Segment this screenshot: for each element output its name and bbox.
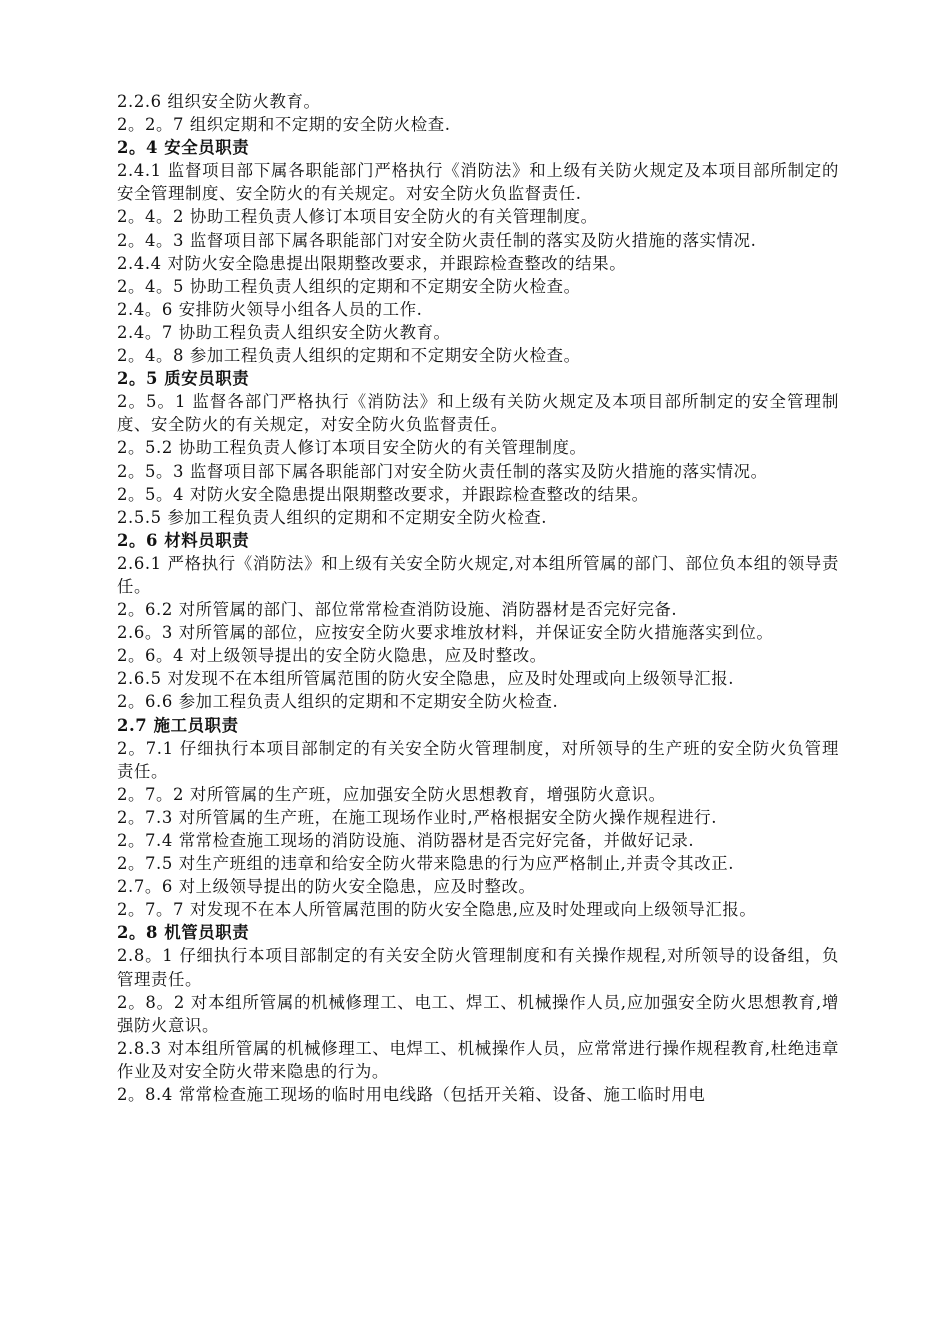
paragraph-2-8-1: 2.8。1 仔细执行本项目部制定的有关安全防火管理制度和有关操作规程,对所领导的设备组，负管理责任。 (117, 946, 839, 989)
paragraph-2-4-7: 2.4。7 协助工程负责人组织安全防火教育。 (117, 322, 451, 342)
paragraph-2-4-1: 2.4.1 监督项目部下属各职能部门严格执行《消防法》和上级有关防火规定及本项目部所制定的安全管理制度、安全防火的有关规定。对安全防火负监督责任. (117, 161, 839, 204)
paragraph-2-2-6: 2.2.6 组织安全防火教育。 (117, 92, 321, 111)
section-heading-2-6: 2。6 材料员职责 (117, 530, 250, 550)
paragraph-2-7-2: 2。7。2 对所管属的生产班，应加强安全防火思想教育，增强防火意识。 (117, 784, 666, 804)
document-body (117, 90, 839, 1106)
paragraph-2-2-7: 2。2。7 组织定期和不定期的安全防火检查. (117, 115, 451, 135)
section-heading-2-4: 2。4 安全员职责 (117, 138, 250, 158)
section-heading-2-7: 2.7 施工员职责 (117, 715, 239, 735)
paragraph-2-4-2: 2。4。2 协助工程负责人修订本项目安全防火的有关管理制度。 (117, 207, 598, 227)
paragraph-2-6-1: 2.6.1 严格执行《消防法》和上级有关安全防火规定,对本组所管属的部门、部位负本组的领导责任。 (117, 553, 839, 596)
paragraph-2-5-1: 2。5。1 监督各部门严格执行《消防法》和上级有关防火规定及本项目部所制定的安全管理制度、安全防火的有关规定，对安全防火负监督责任。 (117, 392, 839, 435)
paragraph-2-5-4: 2。5。4 对防火安全隐患提出限期整改要求，并跟踪检查整改的结果。 (117, 484, 649, 504)
paragraph-2-8-4: 2。8.4 常常检查施工现场的临时用电线路（包括开关箱、设备、施工临时用电 (117, 1085, 706, 1105)
paragraph-2-6-3: 2.6。3 对所管属的部位，应按安全防火要求堆放材料，并保证安全防火措施落实到位。 (117, 623, 774, 643)
section-heading-2-5: 2。5 质安员职责 (117, 369, 250, 389)
paragraph-2-5-3: 2。5。3 监督项目部下属各职能部门对安全防火责任制的落实及防火措施的落实情况。 (117, 461, 768, 481)
paragraph-2-7-6: 2.7。6 对上级领导提出的防火安全隐患，应及时整改。 (117, 877, 536, 897)
paragraph-2-8-3: 2.8.3 对本组所管属的机械修理工、电焊工、机械操作人员，应常常进行操作规程教育,杜绝违章作业及对安全防火带来隐患的行为。 (117, 1038, 839, 1081)
paragraph-2-6-2: 2。6.2 对所管属的部门、部位常常检查消防设施、消防器材是否完好完备. (117, 600, 678, 620)
paragraph-2-4-8: 2。4。8 参加工程负责人组织的定期和不定期安全防火检查。 (117, 346, 581, 366)
paragraph-2-4-6: 2.4。6 安排防火领导小组各人员的工作. (117, 299, 423, 319)
paragraph-2-4-3: 2。4。3 监督项目部下属各职能部门对安全防火责任制的落实及防火措施的落实情况. (117, 230, 757, 250)
paragraph-2-7-3: 2。7.3 对所管属的生产班，在施工现场作业时,严格根据安全防火操作规程进行. (117, 807, 718, 827)
paragraph-2-7-7: 2。7。7 对发现不在本人所管属范围的防火安全隐患,应及时处理或向上级领导汇报。 (117, 900, 757, 920)
paragraph-2-5-2: 2。5.2 协助工程负责人修订本项目安全防火的有关管理制度。 (117, 438, 587, 458)
paragraph-2-5-5: 2.5.5 参加工程负责人组织的定期和不定期安全防火检查. (117, 507, 548, 527)
paragraph-2-6-6: 2。6.6 参加工程负责人组织的定期和不定期安全防火检查. (117, 692, 559, 712)
paragraph-2-4-4: 2.4.4 对防火安全隐患提出限期整改要求，并跟踪检查整改的结果。 (117, 253, 627, 273)
paragraph-2-7-5: 2。7.5 对生产班组的违章和给安全防火带来隐患的行为应严格制止,并责令其改正. (117, 854, 735, 874)
section-heading-2-8: 2。8 机管员职责 (117, 923, 250, 943)
paragraph-2-7-4: 2。7.4 常常检查施工现场的消防设施、消防器材是否完好完备，并做好记录. (117, 831, 695, 850)
paragraph-2-4-5: 2。4。5 协助工程负责人组织的定期和不定期安全防火检查。 (117, 276, 581, 296)
paragraph-2-6-4: 2。6。4 对上级领导提出的安全防火隐患，应及时整改。 (117, 646, 547, 666)
paragraph-2-6-5: 2.6.5 对发现不在本组所管属范围的防火安全隐患，应及时处理或向上级领导汇报. (117, 669, 735, 689)
paragraph-2-8-2: 2。8。2 对本组所管属的机械修理工、电工、焊工、机械操作人员,应加强安全防火思想教育,增强防火意识。 (117, 992, 839, 1035)
paragraph-2-7-1: 2。7.1 仔细执行本项目部制定的有关安全防火管理制度，对所领导的生产班的安全防火负管理责任。 (117, 738, 839, 781)
